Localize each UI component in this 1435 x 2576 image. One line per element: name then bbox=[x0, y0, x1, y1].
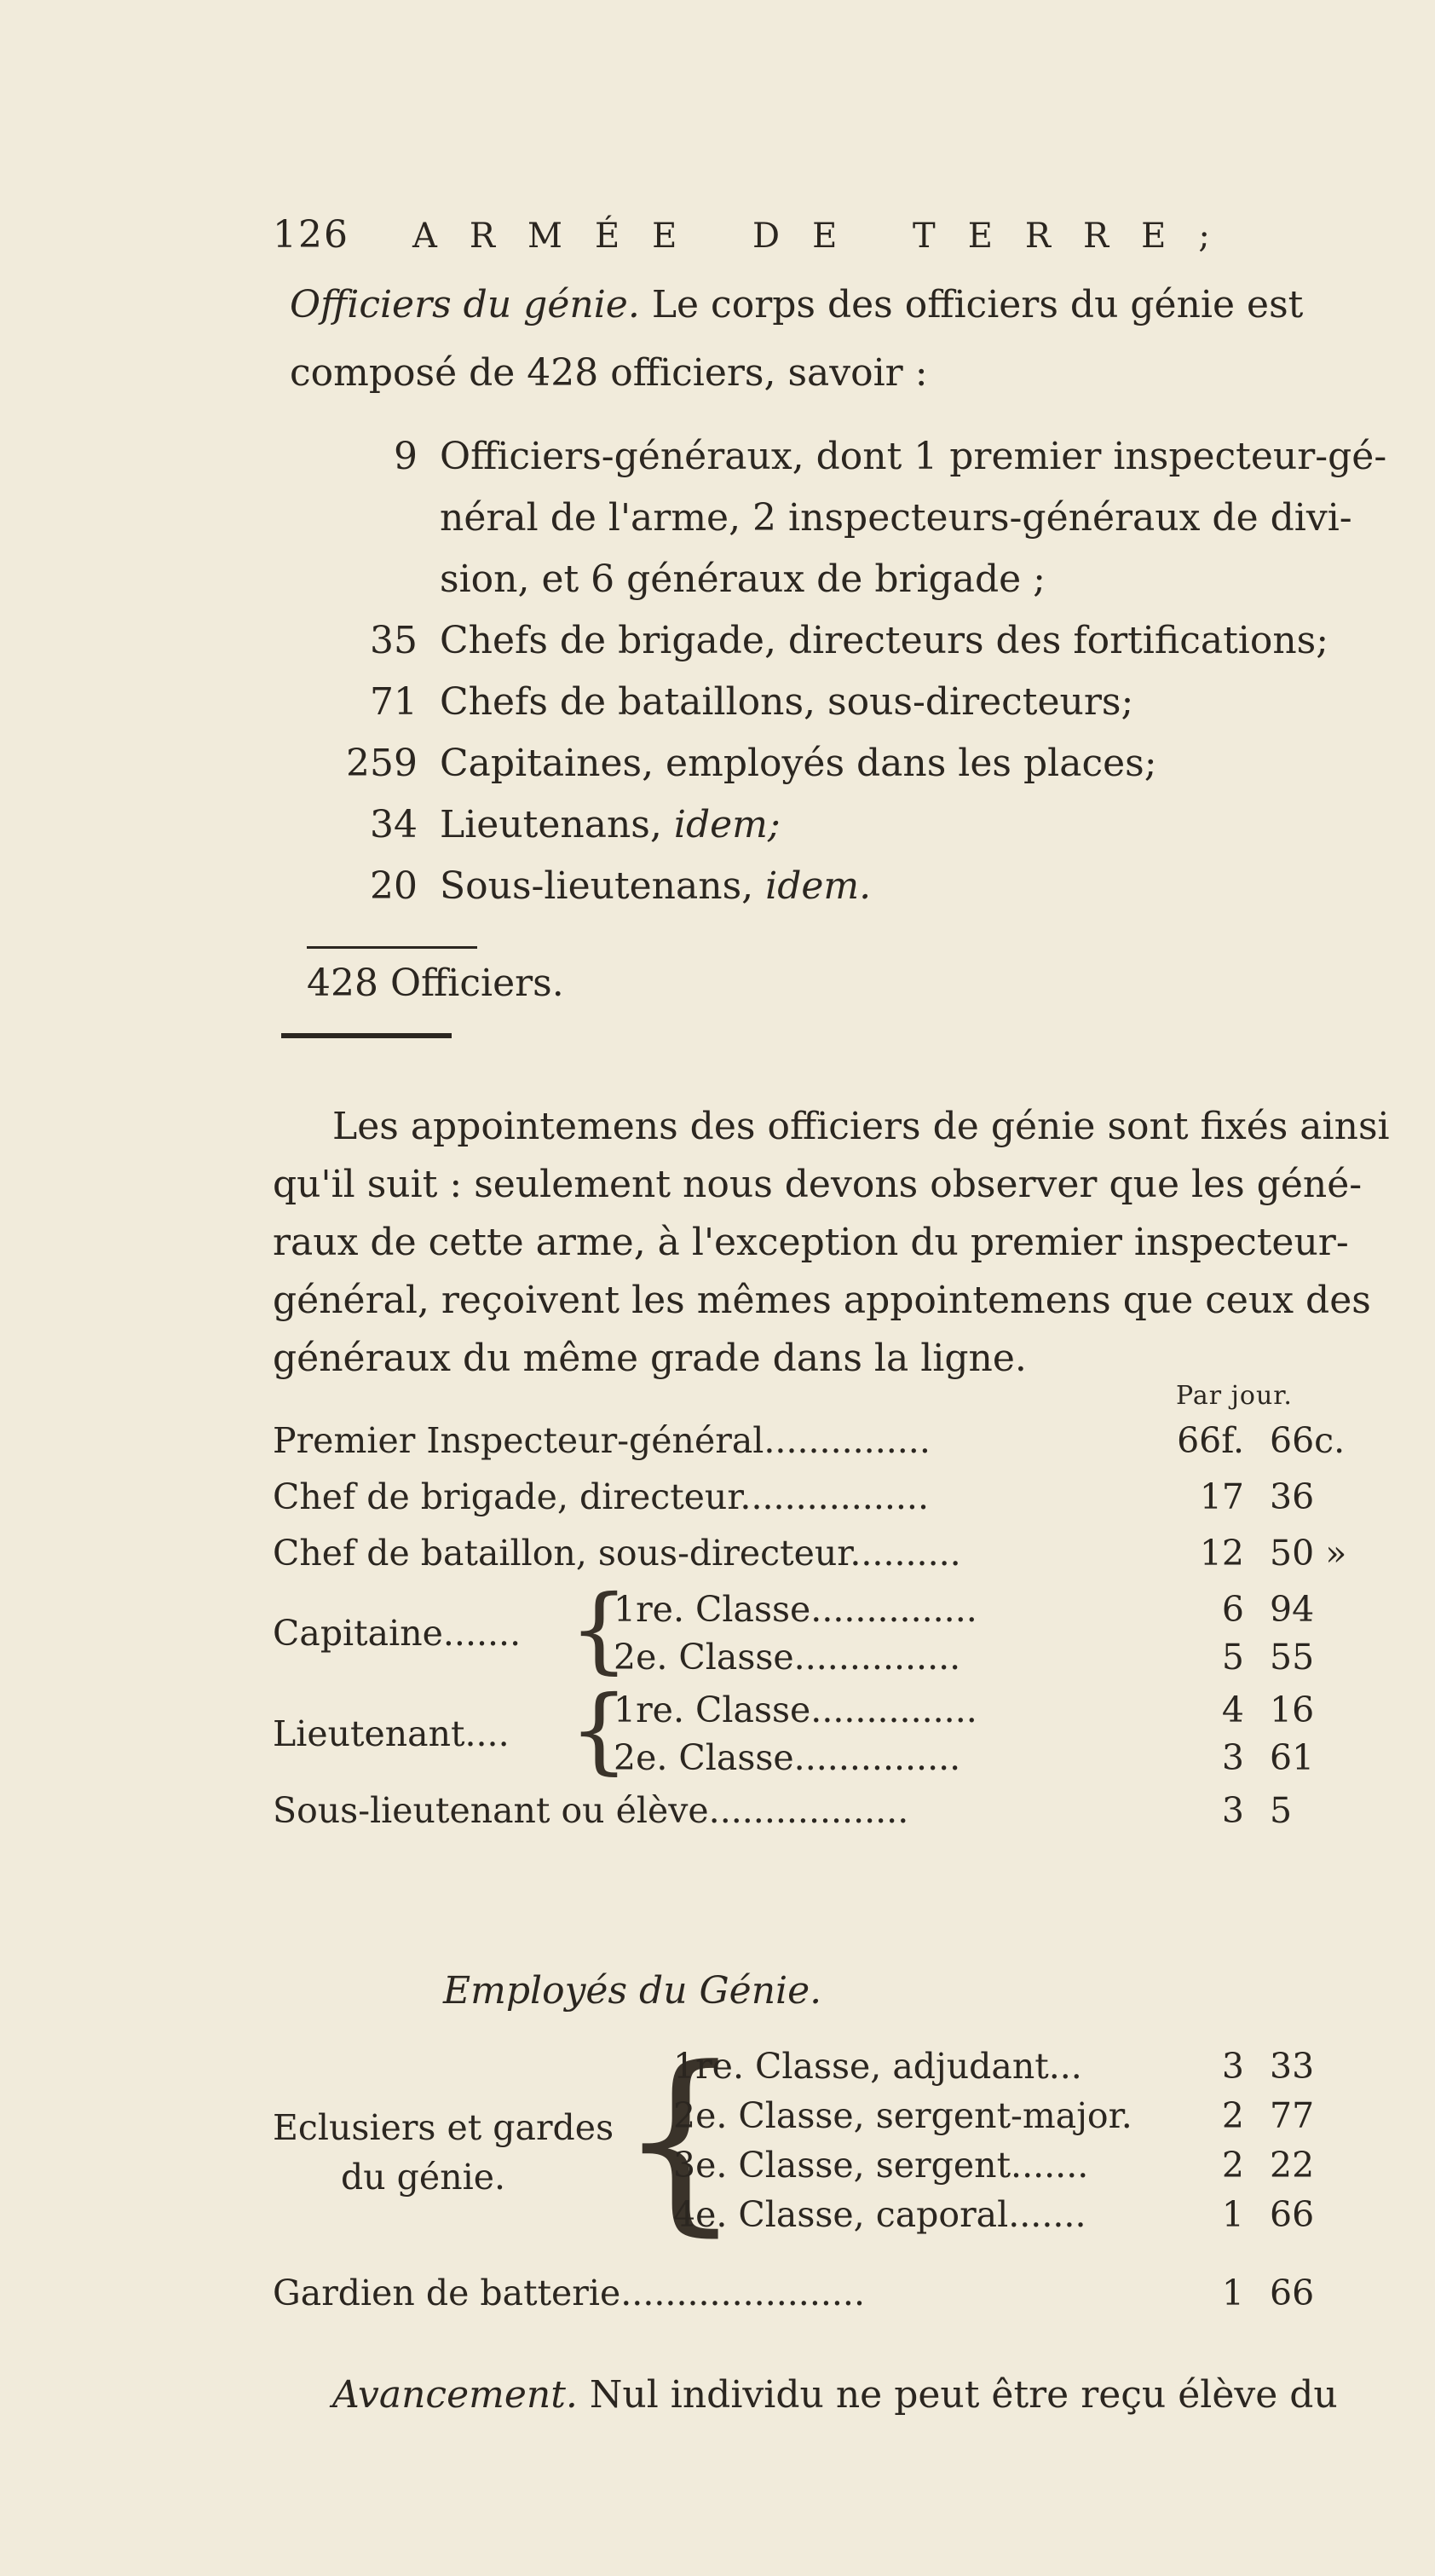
rule-below-total bbox=[281, 1033, 452, 1038]
brace-icon: { bbox=[569, 1675, 629, 1784]
table-row: Gardien de batterie...................... 1 66 bbox=[273, 2273, 1315, 2313]
composition-total: 428 Officiers. bbox=[307, 962, 564, 1005]
table-row: 1re. Classe............... 4 16 bbox=[614, 1689, 1315, 1730]
brace-icon: { bbox=[618, 2026, 743, 2254]
list-item: 34 Lieutenans, idem; bbox=[370, 803, 781, 846]
table-row: 2e. Classe, sergent-major. 2 77 bbox=[673, 2095, 1315, 2136]
capitaine-group: Capitaine....... { 1re. Classe............... 6 94 2e. Classe............... 5 55 bbox=[273, 1589, 1406, 1689]
table-row: 2e. Classe............... 3 61 bbox=[614, 1737, 1315, 1778]
list-item: 71 Chefs de bataillons, sous-directeurs; bbox=[370, 680, 1134, 724]
table-row: 3e. Classe, sergent....... 2 22 bbox=[673, 2145, 1315, 2186]
rule-above-total bbox=[307, 946, 477, 949]
brace-icon: { bbox=[569, 1574, 629, 1684]
table-row: Chef de brigade, directeur................. 17 36 bbox=[273, 1476, 1315, 1517]
list-item: 9 Officiers-généraux, dont 1 premier inspecteur-gé- bbox=[394, 435, 1387, 478]
employes-heading: Employés du Génie. bbox=[443, 1969, 822, 2013]
intro-lead: Officiers du génie. bbox=[290, 283, 640, 326]
salary-table bbox=[273, 1420, 1406, 1846]
list-item: 20 Sous-lieutenans, idem. bbox=[370, 864, 872, 908]
list-item: 35 Chefs de brigade, directeurs des fortifications; bbox=[370, 619, 1329, 662]
composition-list bbox=[290, 426, 1398, 917]
list-item-continued: sion, et 6 généraux de brigade ; bbox=[440, 557, 1046, 601]
footer-lead: Avancement. bbox=[332, 2373, 578, 2417]
list-item-continued: néral de l'arme, 2 inspecteurs-généraux de divi- bbox=[440, 496, 1352, 540]
eclusiers-group: Eclusiers et gardes du génie. { 1re. Classe, adjudant... 3 33 2e. Classe, sergent-major. 2 77 3e. Classe, sergent....... 2 22 4e. Classe, caporal....... 1 66 bbox=[273, 2046, 1406, 2250]
book-page: 126 ARMÉE DE TERRE; Officiers du génie. Le corps des officiers du génie est composé de 428 officiers, savoir : 9 Officiers-généraux, dont 1 premier inspecteur-gé- néral de l'arme, 2 inspecteurs-généraux de divi- sion, et 6 généraux de brigade ; 35 Chefs de brigade, directeurs des fortifications; 71 Chefs de bataillons, sous-directeurs; 259 Capitaines, employés dans les places; 34 Lieutenans, idem; 20 Sous-lieutenans, idem. 428 Officiers. Les appointemens des officiers de génie sont fixés ainsi qu'il suit : seulement nous devons observer que les géné- raux de cette arme, à l'exception du premier inspecteur- général, reçoivent les mêmes appointemens que ceux des généraux du même grade dans la ligne. Par jour. Premier Inspecteur-général............... 66f. 66c. Chef de brigade, directeur................. 17 36 Chef de bataillon, sous-directeur.......... 12 50 » Capitaine....... { 1re. Classe............... 6 94 2e. Classe............... 5 55 Lieutenant.... { 1re. Classe............... 4 16 2e. Classe............... 3 61 Sous-lieutenant ou élève.................. 3 5 Employés du Génie. Eclusiers et gardes du génie. { 1re. Classe, adjudant... 3 33 2e. Classe, sergent-major. 2 77 3e. Classe, sergent....... 2 22 4e. Classe, caporal....... 1 66 Gardien de batterie...................... 1 66 Avancement. Nul individu ne peut être reçu élève du bbox=[0, 0, 1435, 2576]
table-row: 1re. Classe............... 6 94 bbox=[614, 1589, 1315, 1630]
table-row: 2e. Classe............... 5 55 bbox=[614, 1637, 1315, 1678]
table-header: Par jour. bbox=[1176, 1381, 1293, 1411]
table-row: 1re. Classe, adjudant... 3 33 bbox=[673, 2046, 1315, 2087]
footer-line bbox=[332, 2361, 1338, 2429]
table-row: Premier Inspecteur-général............... 66f. 66c. bbox=[273, 1420, 1346, 1461]
table-row: Chef de bataillon, sous-directeur.......... 12 50 » bbox=[273, 1533, 1347, 1574]
footer-text: Nul individu ne peut être reçu élève du bbox=[589, 2373, 1338, 2417]
running-title: ARMÉE DE TERRE; bbox=[412, 217, 1242, 256]
intro-text: Le corps des officiers du génie est composé de 428 officiers, savoir : bbox=[290, 283, 1304, 395]
lieutenant-group: Lieutenant.... { 1re. Classe............... 4 16 2e. Classe............... 3 61 bbox=[273, 1689, 1406, 1790]
intro-paragraph bbox=[290, 271, 1398, 407]
list-item: 259 Capitaines, employés dans les places; bbox=[346, 742, 1157, 785]
page-number: 126 bbox=[273, 213, 349, 257]
table-row: 4e. Classe, caporal....... 1 66 bbox=[673, 2194, 1315, 2235]
page-header bbox=[273, 213, 1242, 257]
employes-table bbox=[273, 2026, 1406, 2329]
table-row: Sous-lieutenant ou élève.................. 3 5 bbox=[273, 1790, 1293, 1831]
